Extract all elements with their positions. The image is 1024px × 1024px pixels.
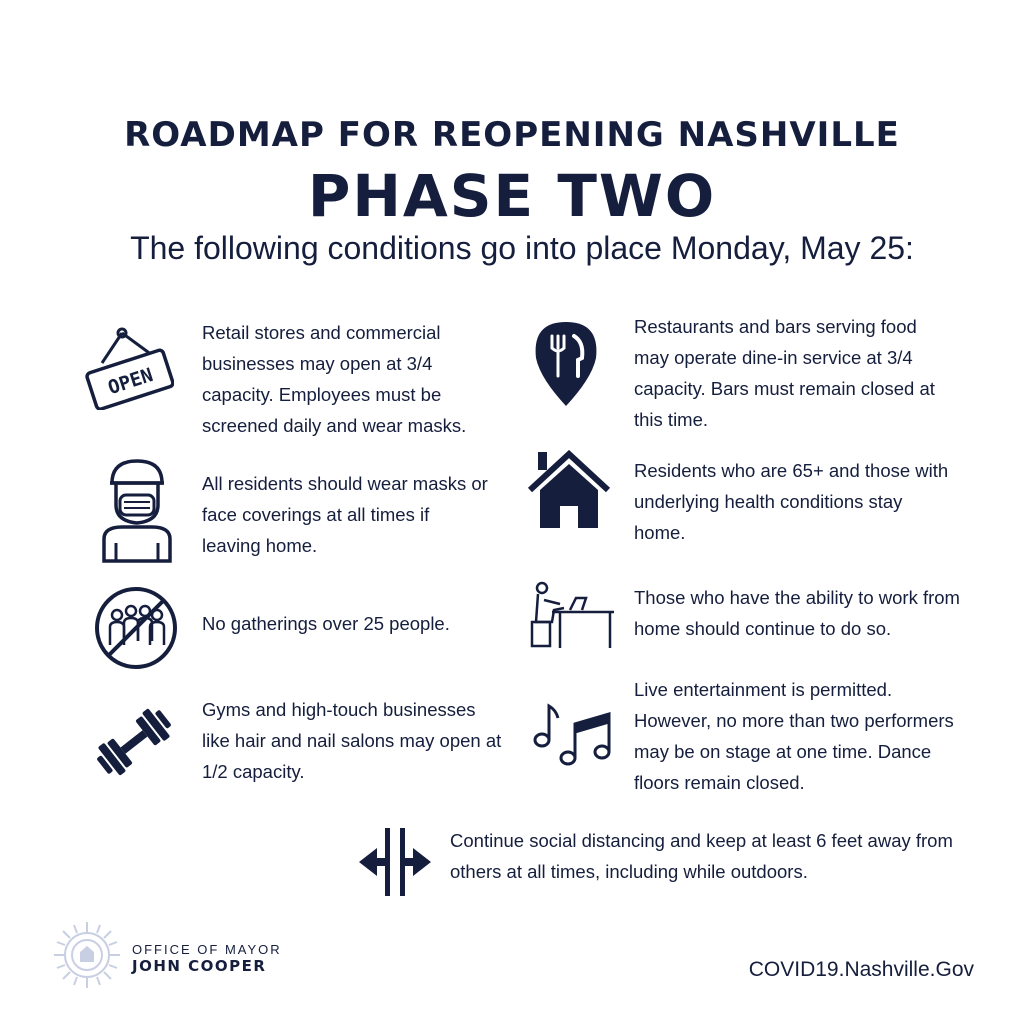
distance-arrows-icon (357, 826, 433, 898)
gatherings-text: No gatherings over 25 people. (202, 613, 450, 634)
mayor-name: JOHN COOPER (132, 957, 267, 975)
page-title: ROADMAP FOR REOPENING NASHVILLE (124, 115, 900, 155)
office-label: OFFICE OF MAYOR (132, 942, 282, 957)
retail-text: Retail stores and commercial businesses may open at 3/4 capacity. Employees must be screened daily and wear masks. (202, 322, 467, 436)
gyms-text: Gyms and high-touch businesses like hair and nail salons may open at 1/2 capacity. (202, 699, 502, 782)
house-icon (528, 450, 610, 530)
page-subtitle: The following conditions go into place Monday, May 25: (130, 230, 914, 266)
phase-title: PHASE TWO (307, 162, 717, 230)
mayor-seal-logo (52, 920, 122, 994)
music-notes-icon (530, 700, 616, 768)
open-sign-text: OPEN (105, 364, 156, 400)
no-gathering-icon (93, 585, 179, 671)
entertainment-text: Live entertainment is permitted. However, no more than two performers may be on stage at one time. Dance floors remain closed. (634, 679, 954, 793)
work-home-text: Those who have the ability to work from home should continue to do so. (634, 587, 960, 639)
website-url[interactable]: COVID19.Nashville.Gov (748, 958, 974, 981)
masked-person-icon (100, 455, 174, 565)
fork-knife-pin-icon (530, 318, 602, 408)
open-sign-icon (84, 325, 174, 410)
person-at-desk-icon (530, 580, 618, 650)
dumbbell-icon (92, 705, 176, 779)
seniors-text: Residents who are 65+ and those with underlying health conditions stay home. (634, 460, 949, 543)
distancing-text: Continue social distancing and keep at least 6 feet away from others at all times, including while outdoors. (450, 830, 953, 882)
restaurants-text: Restaurants and bars serving food may operate dine-in service at 3/4 capacity. Bars must remain closed at this time. (634, 316, 935, 430)
masks-text: All residents should wear masks or face coverings at all times if leaving home. (202, 473, 488, 556)
